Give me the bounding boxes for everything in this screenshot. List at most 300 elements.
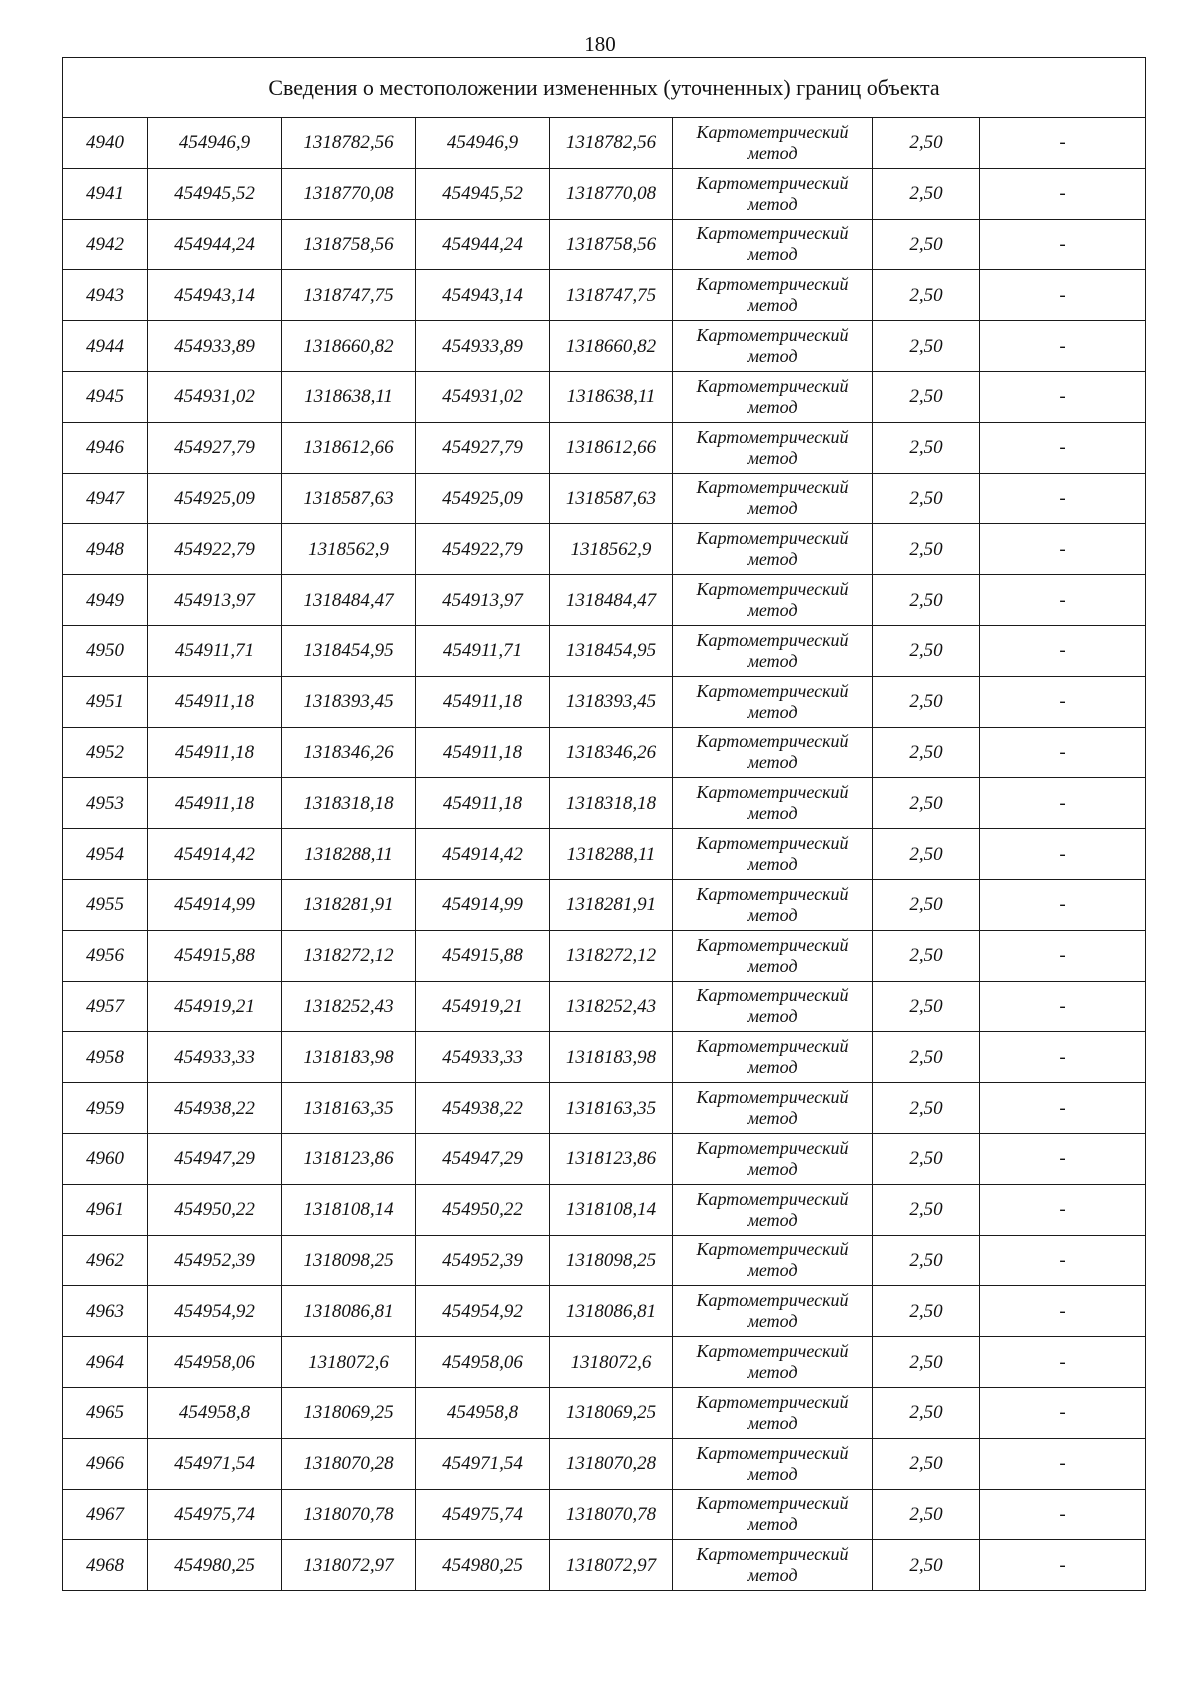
refined-x-cell: 454925,09 [416, 473, 550, 524]
method-cell [673, 473, 873, 524]
point-number-cell: 4960 [63, 1133, 148, 1184]
accuracy-cell: 2,50 [873, 676, 980, 727]
table-row [63, 1387, 1146, 1438]
existing-y-cell: 1318288,11 [282, 829, 416, 880]
refined-y-cell: 1318288,11 [550, 829, 673, 880]
method-line-2: метод [747, 1362, 798, 1383]
description-cell: - [980, 1438, 1146, 1489]
existing-y-cell: 1318123,86 [282, 1133, 416, 1184]
refined-y-cell: 1318070,28 [550, 1438, 673, 1489]
refined-x-cell: 454911,18 [416, 778, 550, 829]
point-number-cell: 4953 [63, 778, 148, 829]
point-number-cell: 4959 [63, 1083, 148, 1134]
refined-y-cell: 1318069,25 [550, 1387, 673, 1438]
existing-y-cell: 1318069,25 [282, 1387, 416, 1438]
point-number-cell: 4947 [63, 473, 148, 524]
description-cell: - [980, 524, 1146, 575]
method-cell [673, 1083, 873, 1134]
method-line-1: Картометрический [696, 680, 849, 701]
method-line-1: Картометрический [696, 1290, 849, 1311]
method-line-2: метод [747, 752, 798, 773]
description-cell: - [980, 879, 1146, 930]
existing-y-cell: 1318770,08 [282, 168, 416, 219]
refined-x-cell: 454980,25 [416, 1540, 550, 1591]
existing-x-cell: 454911,18 [148, 727, 282, 778]
accuracy-cell: 2,50 [873, 778, 980, 829]
accuracy-cell: 2,50 [873, 1489, 980, 1540]
existing-x-cell: 454922,79 [148, 524, 282, 575]
existing-y-cell: 1318346,26 [282, 727, 416, 778]
existing-x-cell: 454911,18 [148, 676, 282, 727]
refined-x-cell: 454933,89 [416, 321, 550, 372]
existing-x-cell: 454919,21 [148, 981, 282, 1032]
refined-y-cell: 1318393,45 [550, 676, 673, 727]
table-row [63, 778, 1146, 829]
method-cell [673, 270, 873, 321]
table-row [63, 270, 1146, 321]
existing-x-cell: 454945,52 [148, 168, 282, 219]
existing-y-cell: 1318072,6 [282, 1337, 416, 1388]
table-row [63, 422, 1146, 473]
table-row [63, 1032, 1146, 1083]
accuracy-cell: 2,50 [873, 1235, 980, 1286]
table-row [63, 524, 1146, 575]
refined-y-cell: 1318252,43 [550, 981, 673, 1032]
table-row [63, 625, 1146, 676]
description-cell: - [980, 1235, 1146, 1286]
description-cell: - [980, 829, 1146, 880]
method-line-1: Картометрический [696, 629, 849, 650]
existing-x-cell: 454975,74 [148, 1489, 282, 1540]
method-line-1: Картометрический [696, 426, 849, 447]
accuracy-cell: 2,50 [873, 118, 980, 169]
description-cell: - [980, 1184, 1146, 1235]
existing-y-cell: 1318747,75 [282, 270, 416, 321]
refined-x-cell: 454952,39 [416, 1235, 550, 1286]
point-number-cell: 4965 [63, 1387, 148, 1438]
method-line-2: метод [747, 1057, 798, 1078]
boundary-coordinates-table [62, 57, 1146, 1591]
method-line-2: метод [747, 295, 798, 316]
method-line-2: метод [747, 600, 798, 621]
table-row [63, 473, 1146, 524]
point-number-cell: 4952 [63, 727, 148, 778]
method-cell [673, 321, 873, 372]
refined-y-cell: 1318108,14 [550, 1184, 673, 1235]
existing-x-cell: 454933,89 [148, 321, 282, 372]
refined-x-cell: 454947,29 [416, 1133, 550, 1184]
accuracy-cell: 2,50 [873, 1133, 980, 1184]
method-line-2: метод [747, 854, 798, 875]
method-cell [673, 168, 873, 219]
method-line-1: Картометрический [696, 782, 849, 803]
method-line-1: Картометрический [696, 579, 849, 600]
existing-y-cell: 1318782,56 [282, 118, 416, 169]
existing-x-cell: 454946,9 [148, 118, 282, 169]
refined-x-cell: 454911,18 [416, 727, 550, 778]
point-number-cell: 4945 [63, 371, 148, 422]
table-row [63, 879, 1146, 930]
page-number: 180 [584, 32, 616, 56]
method-cell [673, 422, 873, 473]
table-row [63, 1438, 1146, 1489]
table-row [63, 727, 1146, 778]
existing-x-cell: 454927,79 [148, 422, 282, 473]
table-row [63, 321, 1146, 372]
refined-y-cell: 1318562,9 [550, 524, 673, 575]
method-line-1: Картометрический [696, 934, 849, 955]
description-cell: - [980, 1083, 1146, 1134]
point-number-cell: 4962 [63, 1235, 148, 1286]
refined-x-cell: 454933,33 [416, 1032, 550, 1083]
table-row [63, 676, 1146, 727]
existing-y-cell: 1318758,56 [282, 219, 416, 270]
existing-y-cell: 1318484,47 [282, 575, 416, 626]
existing-y-cell: 1318587,63 [282, 473, 416, 524]
method-line-2: метод [747, 447, 798, 468]
description-cell: - [980, 1489, 1146, 1540]
table-row [63, 1540, 1146, 1591]
method-line-2: метод [747, 1412, 798, 1433]
point-number-cell: 4954 [63, 829, 148, 880]
method-line-2: метод [747, 549, 798, 570]
existing-y-cell: 1318108,14 [282, 1184, 416, 1235]
point-number-cell: 4944 [63, 321, 148, 372]
description-cell: - [980, 575, 1146, 626]
refined-y-cell: 1318587,63 [550, 473, 673, 524]
method-cell [673, 778, 873, 829]
method-line-2: метод [747, 701, 798, 722]
table-row [63, 1083, 1146, 1134]
existing-x-cell: 454914,99 [148, 879, 282, 930]
method-line-2: метод [747, 904, 798, 925]
refined-y-cell: 1318272,12 [550, 930, 673, 981]
existing-x-cell: 454950,22 [148, 1184, 282, 1235]
table-row [63, 829, 1146, 880]
method-cell [673, 1235, 873, 1286]
description-cell: - [980, 371, 1146, 422]
refined-y-cell: 1318770,08 [550, 168, 673, 219]
point-number-cell: 4963 [63, 1286, 148, 1337]
method-cell [673, 524, 873, 575]
refined-x-cell: 454913,97 [416, 575, 550, 626]
table-row [63, 1235, 1146, 1286]
method-line-1: Картометрический [696, 1493, 849, 1514]
description-cell: - [980, 118, 1146, 169]
refined-x-cell: 454945,52 [416, 168, 550, 219]
existing-y-cell: 1318070,78 [282, 1489, 416, 1540]
refined-y-cell: 1318318,18 [550, 778, 673, 829]
description-cell: - [980, 778, 1146, 829]
method-line-1: Картометрический [696, 223, 849, 244]
refined-y-cell: 1318070,78 [550, 1489, 673, 1540]
point-number-cell: 4942 [63, 219, 148, 270]
method-cell [673, 981, 873, 1032]
accuracy-cell: 2,50 [873, 575, 980, 626]
method-cell [673, 1540, 873, 1591]
accuracy-cell: 2,50 [873, 879, 980, 930]
method-line-2: метод [747, 1311, 798, 1332]
refined-y-cell: 1318660,82 [550, 321, 673, 372]
existing-x-cell: 454980,25 [148, 1540, 282, 1591]
point-number-cell: 4968 [63, 1540, 148, 1591]
method-cell [673, 1387, 873, 1438]
method-line-1: Картометрический [696, 528, 849, 549]
method-line-1: Картометрический [696, 274, 849, 295]
refined-y-cell: 1318612,66 [550, 422, 673, 473]
method-line-1: Картометрический [696, 1341, 849, 1362]
existing-x-cell: 454914,42 [148, 829, 282, 880]
method-line-2: метод [747, 1260, 798, 1281]
method-line-2: метод [747, 803, 798, 824]
existing-y-cell: 1318098,25 [282, 1235, 416, 1286]
accuracy-cell: 2,50 [873, 930, 980, 981]
existing-x-cell: 454911,18 [148, 778, 282, 829]
accuracy-cell: 2,50 [873, 625, 980, 676]
refined-y-cell: 1318346,26 [550, 727, 673, 778]
accuracy-cell: 2,50 [873, 321, 980, 372]
refined-x-cell: 454938,22 [416, 1083, 550, 1134]
method-line-2: метод [747, 244, 798, 265]
method-cell [673, 879, 873, 930]
accuracy-cell: 2,50 [873, 524, 980, 575]
description-cell: - [980, 1032, 1146, 1083]
existing-x-cell: 454958,8 [148, 1387, 282, 1438]
method-line-2: метод [747, 1463, 798, 1484]
description-cell: - [980, 981, 1146, 1032]
point-number-cell: 4955 [63, 879, 148, 930]
method-cell [673, 1438, 873, 1489]
method-cell [673, 1032, 873, 1083]
method-line-1: Картометрический [696, 1137, 849, 1158]
accuracy-cell: 2,50 [873, 1540, 980, 1591]
description-cell: - [980, 1540, 1146, 1591]
method-line-1: Картометрический [696, 1188, 849, 1209]
method-line-1: Картометрический [696, 325, 849, 346]
method-line-2: метод [747, 1514, 798, 1535]
existing-x-cell: 454943,14 [148, 270, 282, 321]
existing-y-cell: 1318163,35 [282, 1083, 416, 1134]
refined-y-cell: 1318183,98 [550, 1032, 673, 1083]
method-cell [673, 219, 873, 270]
method-cell [673, 118, 873, 169]
point-number-cell: 4950 [63, 625, 148, 676]
existing-x-cell: 454911,71 [148, 625, 282, 676]
method-line-1: Картометрический [696, 883, 849, 904]
refined-x-cell: 454946,9 [416, 118, 550, 169]
description-cell: - [980, 1387, 1146, 1438]
table-row [63, 168, 1146, 219]
method-line-2: метод [747, 1158, 798, 1179]
description-cell: - [980, 930, 1146, 981]
method-cell [673, 1489, 873, 1540]
method-line-1: Картометрический [696, 1087, 849, 1108]
accuracy-cell: 2,50 [873, 168, 980, 219]
refined-y-cell: 1318638,11 [550, 371, 673, 422]
existing-y-cell: 1318638,11 [282, 371, 416, 422]
existing-y-cell: 1318393,45 [282, 676, 416, 727]
existing-y-cell: 1318272,12 [282, 930, 416, 981]
method-line-2: метод [747, 346, 798, 367]
accuracy-cell: 2,50 [873, 1438, 980, 1489]
refined-x-cell: 454911,71 [416, 625, 550, 676]
refined-x-cell: 454975,74 [416, 1489, 550, 1540]
point-number-cell: 4948 [63, 524, 148, 575]
existing-x-cell: 454938,22 [148, 1083, 282, 1134]
table-row [63, 219, 1146, 270]
method-cell [673, 1133, 873, 1184]
point-number-cell: 4951 [63, 676, 148, 727]
refined-y-cell: 1318086,81 [550, 1286, 673, 1337]
accuracy-cell: 2,50 [873, 1184, 980, 1235]
refined-y-cell: 1318123,86 [550, 1133, 673, 1184]
method-line-1: Картометрический [696, 121, 849, 142]
description-cell: - [980, 270, 1146, 321]
refined-x-cell: 454958,8 [416, 1387, 550, 1438]
accuracy-cell: 2,50 [873, 727, 980, 778]
existing-y-cell: 1318086,81 [282, 1286, 416, 1337]
refined-x-cell: 454922,79 [416, 524, 550, 575]
description-cell: - [980, 422, 1146, 473]
point-number-cell: 4941 [63, 168, 148, 219]
refined-x-cell: 454954,92 [416, 1286, 550, 1337]
existing-x-cell: 454931,02 [148, 371, 282, 422]
table-row [63, 1286, 1146, 1337]
method-cell [673, 829, 873, 880]
existing-x-cell: 454954,92 [148, 1286, 282, 1337]
accuracy-cell: 2,50 [873, 829, 980, 880]
method-line-2: метод [747, 955, 798, 976]
refined-y-cell: 1318758,56 [550, 219, 673, 270]
description-cell: - [980, 321, 1146, 372]
method-line-2: метод [747, 498, 798, 519]
point-number-cell: 4966 [63, 1438, 148, 1489]
accuracy-cell: 2,50 [873, 1286, 980, 1337]
method-line-1: Картометрический [696, 375, 849, 396]
description-cell: - [980, 473, 1146, 524]
refined-x-cell: 454915,88 [416, 930, 550, 981]
existing-y-cell: 1318072,97 [282, 1540, 416, 1591]
method-cell [673, 727, 873, 778]
method-cell [673, 1337, 873, 1388]
point-number-cell: 4967 [63, 1489, 148, 1540]
existing-x-cell: 454944,24 [148, 219, 282, 270]
refined-x-cell: 454943,14 [416, 270, 550, 321]
description-cell: - [980, 676, 1146, 727]
method-line-2: метод [747, 1565, 798, 1586]
refined-x-cell: 454944,24 [416, 219, 550, 270]
accuracy-cell: 2,50 [873, 371, 980, 422]
method-cell [673, 371, 873, 422]
accuracy-cell: 2,50 [873, 1387, 980, 1438]
refined-x-cell: 454950,22 [416, 1184, 550, 1235]
existing-x-cell: 454971,54 [148, 1438, 282, 1489]
accuracy-cell: 2,50 [873, 422, 980, 473]
refined-y-cell: 1318747,75 [550, 270, 673, 321]
refined-y-cell: 1318163,35 [550, 1083, 673, 1134]
accuracy-cell: 2,50 [873, 1032, 980, 1083]
accuracy-cell: 2,50 [873, 1337, 980, 1388]
existing-y-cell: 1318318,18 [282, 778, 416, 829]
point-number-cell: 4946 [63, 422, 148, 473]
point-number-cell: 4943 [63, 270, 148, 321]
existing-x-cell: 454958,06 [148, 1337, 282, 1388]
method-line-1: Картометрический [696, 1544, 849, 1565]
existing-x-cell: 454947,29 [148, 1133, 282, 1184]
method-cell [673, 930, 873, 981]
table-title: Сведения о местоположении измененных (уточненных) границ объекта [63, 58, 1146, 118]
method-line-1: Картометрический [696, 1239, 849, 1260]
table-row [63, 1133, 1146, 1184]
existing-y-cell: 1318070,28 [282, 1438, 416, 1489]
description-cell: - [980, 219, 1146, 270]
accuracy-cell: 2,50 [873, 219, 980, 270]
point-number-cell: 4958 [63, 1032, 148, 1083]
description-cell: - [980, 168, 1146, 219]
table-row [63, 1184, 1146, 1235]
method-line-2: метод [747, 1108, 798, 1129]
description-cell: - [980, 1337, 1146, 1388]
method-cell [673, 625, 873, 676]
method-line-1: Картометрический [696, 833, 849, 854]
refined-x-cell: 454931,02 [416, 371, 550, 422]
refined-x-cell: 454958,06 [416, 1337, 550, 1388]
existing-x-cell: 454925,09 [148, 473, 282, 524]
accuracy-cell: 2,50 [873, 981, 980, 1032]
table-row [63, 118, 1146, 169]
table-row [63, 1337, 1146, 1388]
existing-y-cell: 1318252,43 [282, 981, 416, 1032]
refined-x-cell: 454919,21 [416, 981, 550, 1032]
table-row [63, 371, 1146, 422]
accuracy-cell: 2,50 [873, 1083, 980, 1134]
refined-x-cell: 454927,79 [416, 422, 550, 473]
existing-x-cell: 454915,88 [148, 930, 282, 981]
point-number-cell: 4961 [63, 1184, 148, 1235]
method-line-2: метод [747, 193, 798, 214]
method-line-1: Картометрический [696, 1391, 849, 1412]
method-cell [673, 1184, 873, 1235]
point-number-cell: 4949 [63, 575, 148, 626]
refined-x-cell: 454911,18 [416, 676, 550, 727]
method-line-1: Картометрический [696, 731, 849, 752]
method-line-2: метод [747, 1209, 798, 1230]
table-row [63, 981, 1146, 1032]
refined-y-cell: 1318098,25 [550, 1235, 673, 1286]
existing-y-cell: 1318183,98 [282, 1032, 416, 1083]
accuracy-cell: 2,50 [873, 473, 980, 524]
description-cell: - [980, 1133, 1146, 1184]
method-line-1: Картометрический [696, 172, 849, 193]
refined-y-cell: 1318072,97 [550, 1540, 673, 1591]
method-cell [673, 575, 873, 626]
refined-x-cell: 454914,42 [416, 829, 550, 880]
refined-y-cell: 1318484,47 [550, 575, 673, 626]
method-line-2: метод [747, 650, 798, 671]
table-row [63, 1489, 1146, 1540]
description-cell: - [980, 625, 1146, 676]
existing-x-cell: 454913,97 [148, 575, 282, 626]
method-line-2: метод [747, 396, 798, 417]
method-line-1: Картометрический [696, 477, 849, 498]
description-cell: - [980, 727, 1146, 778]
point-number-cell: 4957 [63, 981, 148, 1032]
point-number-cell: 4964 [63, 1337, 148, 1388]
table-row [63, 930, 1146, 981]
table-title-row [63, 58, 1146, 118]
table-row [63, 575, 1146, 626]
refined-x-cell: 454971,54 [416, 1438, 550, 1489]
